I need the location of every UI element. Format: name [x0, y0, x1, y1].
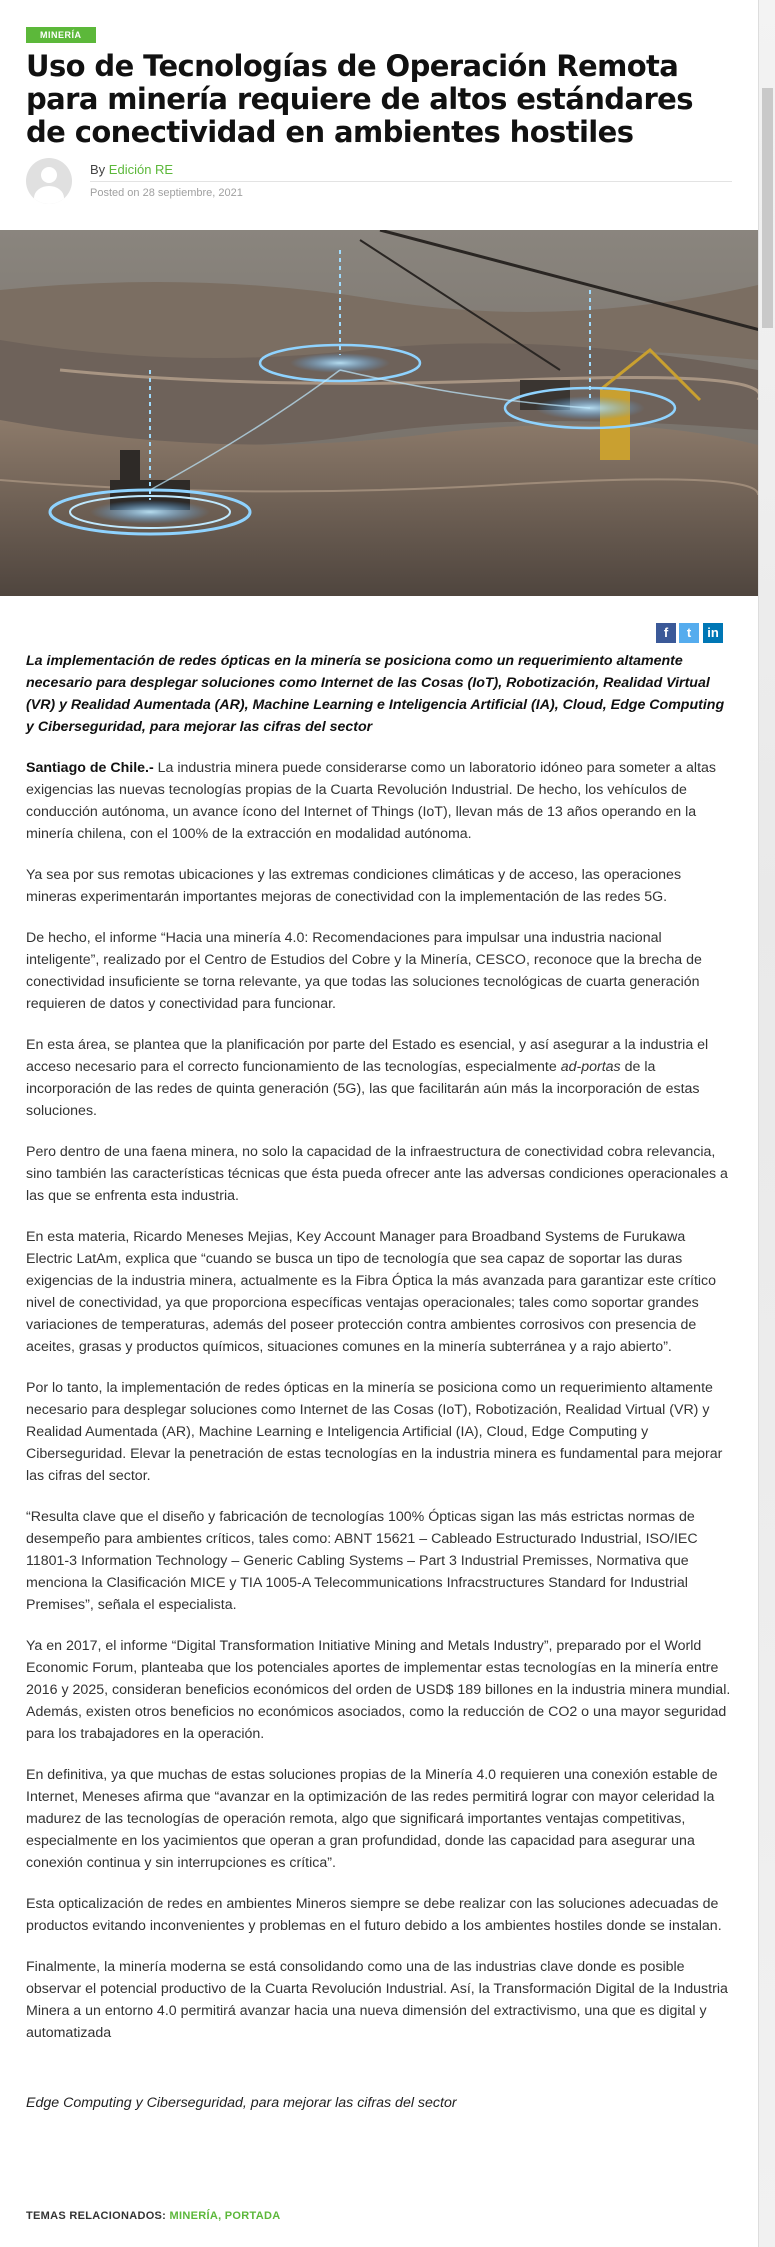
paragraph-10: En definitiva, ya que muchas de estas soluciones propias de la Minería 4.0 requieren una conexión estable de Internet, Meneses afirma que “avanzar en la optimización de las redes permitirá lograr con mayor celeridad la madurez de las tecnologías de operación remota, algo que significará importantes ventajas competitivas, especialmente en los yacimientos que operan a gran profundidad, donde las capacidad para asegurar una conexión continua y sin interrupciones es crítica”. — [26, 1767, 718, 1871]
category-badge[interactable]: MINERÍA — [26, 27, 96, 43]
author-row — [26, 158, 732, 208]
facebook-icon: f — [663, 625, 669, 640]
paragraph-12: Finalmente, la minería moderna se está consolidando como una de las industrias clave donde es posible observar el potencial productivo de la Cuarta Revolución Industrial. Así, la Transformación Digital de la Industria Minera a un entorno 4.0 permitirá avanzar hacia una nueva dimensión del extractivismo, una que es digital y automatizada — [26, 1959, 728, 2041]
dateline: Santiago de Chile.- — [26, 760, 154, 776]
mining-photo-illustration — [0, 230, 758, 596]
paragraph-4-text-b: de la incorporación de las redes de quinta generación (5G), las que facilitarán aún más la incorporación de estas soluciones. — [26, 1059, 700, 1119]
paragraph-6: En esta materia, Ricardo Meneses Mejias, Key Account Manager para Broadband Systems de Furukawa Electric LatAm, explica que “cuando se busca un tipo de tecnología que sea capaz de soportar las duras exigencias de la industria minera, actualmente es la Fibra Óptica la más avanzada para garantizar este crítico nivel de conectividad, ya que proporciona específicas ventajas operacionales; tales como soportar grandes variaciones de temperaturas, además del poseer protección contra ambientes corrosivos con presencia de aceites, grasas y productos químicos, situaciones comunes en la minería subterránea y a rajo abierto”. — [26, 1229, 717, 1355]
page-scroll-edge[interactable] — [758, 0, 775, 2247]
article-lead: La implementación de redes ópticas en la minería se posiciona como un requerimiento altamente necesario para desplegar soluciones como Internet de las Cosas (IoT), Robotización, Realidad Virtual (VR) y Realidad Aumentada (AR), Machine Learning e Inteligencia Artificial (IA), Cloud, Edge Computing y Ciberseguridad, para mejorar las cifras del sector — [26, 653, 725, 735]
hero-image — [0, 230, 758, 596]
paragraph-3: De hecho, el informe “Hacia una minería 4.0: Recomendaciones para impulsar una industria nacional inteligente”, realizado por el Centro de Estudios del Cobre y la Minería, CESCO, reconoce que la brecha de conectividad insuficiente se torna relevante, ya que todas las soluciones tecnológicas de cuarta generación requieren de datos y conectividad para funcionar. — [26, 930, 702, 1012]
paragraph-4 — [26, 1034, 732, 1122]
related-tags — [26, 2210, 280, 2222]
tag-mineria[interactable]: MINERÍA — [169, 2210, 219, 2222]
byline-divider — [90, 181, 732, 182]
paragraph-1 — [26, 757, 732, 845]
byline — [90, 162, 173, 177]
post-date: Posted on 28 septiembre, 2021 — [90, 187, 243, 199]
scrollbar-thumb[interactable] — [762, 88, 773, 328]
paragraph-2: Ya sea por sus remotas ubicaciones y las extremas condiciones climáticas y de acceso, las operaciones mineras experimentarán importantes mejoras de conectividad con la implementación de las redes 5G. — [26, 867, 682, 905]
paragraph-5: Pero dentro de una faena minera, no solo la capacidad de la infraestructura de conectividad cobra relevancia, sino también las características técnicas que ésta pueda ofrecer ante las adversas condiciones operacionales a las que se enfrenta esta industria. — [26, 1144, 728, 1204]
paragraph-9: Ya en 2017, el informe “Digital Transformation Initiative Mining and Metals Industry”, preparado por el World Economic Forum, planteaba que los potenciales aportes de implementar estas tecnologías en la minería entre 2016 y 2025, consideran beneficios económicos del orden de USD$ 189 billones en la industria minera mundial. Además, existen otros beneficios no económicos asociados, como la reducción de CO2 o una mayor seguridad para los trabajadores en la operación. — [26, 1638, 731, 1742]
twitter-share-button[interactable] — [679, 623, 699, 643]
paragraph-4-text-a: En esta área, se plantea que la planificación por parte del Estado es esencial, y así asegurar a la industria el acceso necesario para el correcto funcionamiento de las tecnologías, especialmente — [26, 1037, 709, 1075]
author-link[interactable]: Edición RE — [108, 162, 174, 177]
tag-portada[interactable]: PORTADA — [224, 2210, 281, 2222]
article-body — [26, 650, 732, 2133]
linkedin-share-button[interactable] — [703, 623, 723, 643]
twitter-icon: t — [686, 625, 692, 640]
paragraph-1-text: La industria minera puede considerarse como un laboratorio idóneo para someter a altas exigencias las nuevas tecnologías propias de la Cuarta Revolución Industrial. De hecho, los vehículos de conducción autónoma, un avance ícono del Internet of Things (IoT), llevan más de 13 años operando en la minería chilena, con el 100% de la extracción en modalidad autónoma. — [26, 760, 717, 842]
avatar-head-shape — [41, 167, 57, 183]
facebook-share-button[interactable] — [656, 623, 676, 643]
closing-note: Edge Computing y Ciberseguridad, para mejorar las cifras del sector — [26, 2095, 457, 2111]
paragraph-4-emphasis: ad-portas — [560, 1059, 621, 1075]
paragraph-7: Por lo tanto, la implementación de redes ópticas en la minería se posiciona como un requerimiento altamente necesario para desplegar soluciones como Internet de las Cosas (IoT), Robotización, Realidad Virtual (VR) y Realidad Aumentada (AR), Machine Learning e Inteligencia Artificial (IA), Cloud, Edge Computing y Ciberseguridad. Elevar la penetración de estas tecnologías en la industria minera es fundamental para mejorar las cifras del sector. — [26, 1380, 723, 1484]
byline-prefix: By — [90, 162, 106, 177]
related-tags-label: TEMAS RELACIONADOS: — [26, 2210, 167, 2222]
avatar-body-shape — [34, 186, 64, 204]
article-title: Uso de Tecnologías de Operación Remota para minería requiere de altos estándares de conectividad en ambientes hostiles — [26, 49, 693, 149]
avatar — [26, 158, 72, 204]
tag-separator: , — [218, 2210, 225, 2222]
paragraph-11: Esta opticalización de redes en ambientes Mineros siempre se debe realizar con las soluciones adecuadas de productos evitando inconvenientes y problemas en el futuro debido a los ambientes hostiles donde se instalan. — [26, 1896, 722, 1934]
paragraph-8: “Resulta clave que el diseño y fabricación de tecnologías 100% Ópticas sigan las más estrictas normas de desempeño para ambientes críticos, tales como: ABNT 15621 – Cableado Estructurado Industrial, ISO/IEC 11801-3 Information Technology – Generic Cabling Systems – Part 3 Industrial Premisses, Normativa que menciona la Clasificación MICE y TIA 1005-A Telecommunications Infracstructures Standard for Industrial Premises”, señala el especialista. — [26, 1509, 698, 1613]
linkedin-icon: in — [707, 625, 719, 640]
